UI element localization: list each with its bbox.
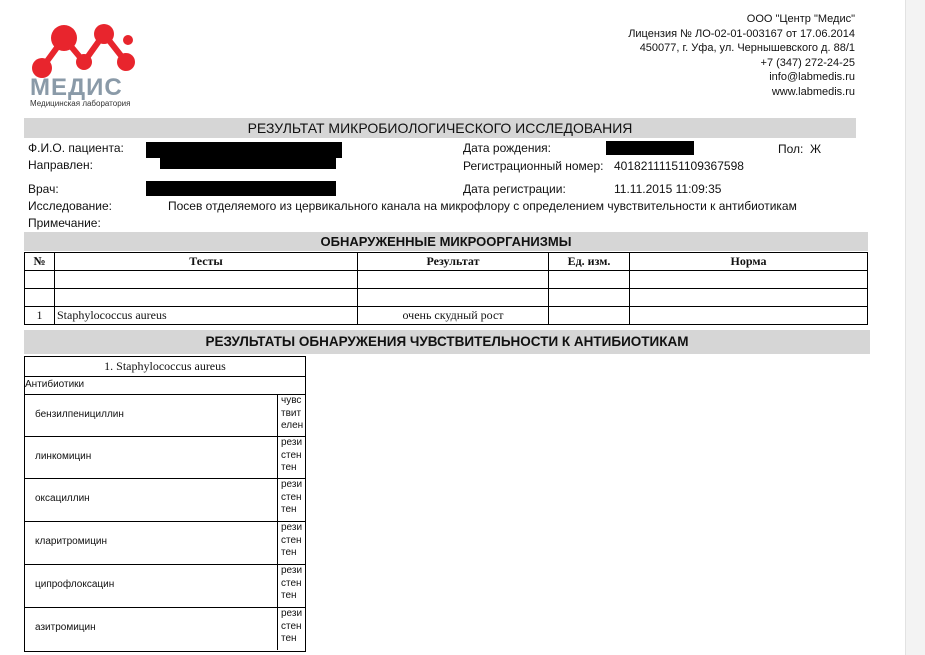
regdate-value: 11.11.2015 11:09:35 [614,182,722,196]
study-value: Посев отделяемого из цервикального канала на микрофлору с определением чувствительности к антибиотикам [168,199,797,213]
table-row-empty [25,289,868,307]
col-header-num: № [25,253,55,271]
company-phone: +7 (347) 272-24-25 [760,56,855,69]
company-name: ООО "Центр "Медис" [746,13,855,25]
antibiotic-name: линкомицин [35,451,92,462]
table-row [25,307,868,325]
micro-section-title: ОБНАРУЖЕННЫЕ МИКРООРГАНИЗМЫ [24,232,868,251]
table-row-empty [25,271,868,289]
redacted-birth-date [606,141,694,155]
antibiotic-name: оксациллин [35,493,90,504]
cell-test: Staphylococcus aureus [55,307,358,325]
study-label: Исследование: [28,199,112,213]
company-email: info@labmedis.ru [769,71,855,83]
regnum-label: Регистрационный номер: [463,159,604,173]
cell-norm [630,307,868,325]
note-label: Примечание: [28,216,101,230]
col-header-result: Результат [358,253,549,271]
logo-wordmark: МЕДИС [30,74,123,101]
referred-label: Направлен: [28,158,93,172]
cell-result: очень скудный рост [358,307,549,325]
regnum-value: 40182111151109367598 [614,159,744,173]
micro-header-row [25,253,868,271]
micro-table [24,252,868,325]
antibiotic-result: рези стен тен [277,608,309,650]
antibiotic-table [24,356,306,652]
antibiotic-row [25,436,305,479]
redacted-referral [160,156,336,169]
antibiotic-result: рези стен тен [277,522,309,564]
regdate-label: Дата регистрации: [463,182,566,196]
antibiotic-name: ципрофлоксацин [35,579,115,590]
antibiotic-row [25,394,305,437]
antibiotics-column-label: Антибиотики [25,379,85,390]
redacted-doctor [146,181,336,196]
antibiotic-name: азитромицин [35,622,96,633]
company-info [628,12,855,99]
patient-label: Ф.И.О. пациента: [28,141,124,155]
organism-title: 1. Staphylococcus aureus [25,357,305,377]
cell-num: 1 [25,307,55,325]
company-license: Лицензия № ЛО-02-01-003167 от 17.06.2014 [628,27,855,40]
antibiotic-result: рези стен тен [277,479,309,521]
col-header-unit: Ед. изм. [549,253,630,271]
antibiotic-result: рези стен тен [277,565,309,607]
birth-date-label: Дата рождения: [463,141,551,155]
cell-unit [549,307,630,325]
sex-label: Пол: [778,142,804,156]
col-header-norm: Норма [630,253,868,271]
antibiotic-row [25,607,305,650]
antibiotic-row [25,478,305,521]
antibiotic-result: чувс твит елен [277,395,309,437]
col-header-tests: Тесты [55,253,358,271]
antibiotic-name: бензилпенициллин [35,409,124,420]
antibiotic-result: рези стен тен [277,437,309,479]
company-address: 450077, г. Уфа, ул. Чернышевского д. 88/1 [639,42,855,54]
antibiotic-row [25,521,305,564]
antibiotic-row [25,564,305,607]
antibiotic-name: кларитромицин [35,536,108,547]
sensitivity-section-title: РЕЗУЛЬТАТЫ ОБНАРУЖЕНИЯ ЧУВСТВИТЕЛЬНОСТИ К АНТИБИОТИКАМ [24,330,870,354]
page-edge [905,0,925,655]
report-title: РЕЗУЛЬТАТ МИКРОБИОЛОГИЧЕСКОГО ИССЛЕДОВАНИЯ [24,118,856,138]
company-website: www.labmedis.ru [771,85,855,98]
sex-value: Ж [810,142,822,156]
doctor-label: Врач: [28,182,59,196]
logo-subtitle: Медицинская лаборатория [30,99,131,108]
